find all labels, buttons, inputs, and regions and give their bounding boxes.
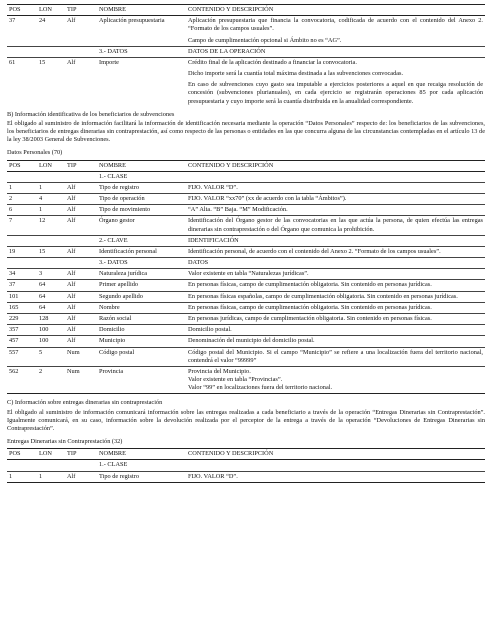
cell-lon: 2: [37, 366, 65, 394]
cell-nombre: Nombre: [97, 302, 186, 313]
table-row: [7, 269, 485, 280]
header-lon: LON: [37, 160, 65, 171]
group-description: IDENTIFICACIÓN: [186, 235, 485, 246]
cell-pos: 61: [7, 57, 37, 106]
header-tip: TIP: [65, 5, 97, 16]
cell-descripcion: [186, 291, 485, 302]
group-description: DATOS DE LA OPERACIÓN: [186, 46, 485, 57]
cell-pos: 557: [7, 347, 37, 366]
table-row: [7, 16, 485, 47]
cell-pos: 37: [7, 280, 37, 291]
cell-nombre: Segundo apellido: [97, 291, 186, 302]
table-header-row: [7, 160, 485, 171]
section-c-title: C) Información sobre entregas dinerarias sin contraprestación: [7, 399, 163, 407]
description-line: Dicho importe será la cuantía total máxima destinada a las subvenciones convocadas.: [188, 70, 404, 78]
header-contenido: CONTENIDO Y DESCRIPCIÓN: [186, 5, 485, 16]
table-row: [7, 57, 485, 106]
table-row: [7, 471, 485, 482]
cell-pos: 19: [7, 246, 37, 257]
cell-pos: 7: [7, 216, 37, 235]
header-nombre: NOMBRE: [97, 160, 186, 171]
cell-tip: Alf: [65, 269, 97, 280]
cell-pos: 457: [7, 336, 37, 347]
cell-lon: 128: [37, 313, 65, 324]
cell-lon: 5: [37, 347, 65, 366]
table-row: [7, 194, 485, 205]
group-label: 1.- CLASE: [99, 461, 128, 469]
description-line: En personas jurídicas, campo de cumplimentación obligatoria. Sin contenido en personas físicas.: [188, 314, 432, 322]
description-line: Valor “99” en localizaciones fuera del territorio nacional.: [188, 384, 333, 392]
cell-pos: 165: [7, 302, 37, 313]
cell-descripcion: [186, 313, 485, 324]
cell-lon: 15: [37, 246, 65, 257]
cell-tip: Alf: [65, 205, 97, 216]
cell-nombre: Tipo de registro: [97, 471, 186, 482]
description-line: Domicilio postal.: [188, 326, 232, 334]
cell-lon: 64: [37, 302, 65, 313]
cell-lon: 100: [37, 325, 65, 336]
description-line: Código postal del Municipio. Si el campo “Municipio” se refiere a una localización fuera del territorio nacional, contendrá el valor “99999”: [188, 348, 483, 364]
table-row: [7, 302, 485, 313]
cell-lon: 4: [37, 194, 65, 205]
cell-tip: Alf: [65, 325, 97, 336]
cell-nombre: Código postal: [97, 347, 186, 366]
cell-descripcion: [186, 280, 485, 291]
cell-lon: 64: [37, 280, 65, 291]
cell-lon: 3: [37, 269, 65, 280]
description-line: Campo de cumplimentación opcional si Ámbito no es “AG”.: [188, 36, 342, 44]
cell-descripcion: FIJO. VALOR “D”.: [186, 471, 485, 482]
group-row: [7, 460, 485, 471]
cell-nombre: Naturaleza jurídica: [97, 269, 186, 280]
cell-descripcion: [186, 16, 485, 47]
table-convocatoria-continuation: [7, 4, 485, 107]
group-label: 3.- DATOS: [97, 46, 186, 57]
cell-descripcion: FIJO. VALOR “xx70” (xx de acuerdo con la tabla “Ámbitos”).: [186, 194, 485, 205]
cell-nombre: Razón social: [97, 313, 186, 324]
cell-tip: Alf: [65, 471, 97, 482]
table-datos-personales: [7, 160, 485, 395]
header-tip: TIP: [65, 160, 97, 171]
header-lon: LON: [37, 449, 65, 460]
cell-pos: 1: [7, 471, 37, 482]
table-entregas-dinerarias: [7, 448, 485, 483]
description-line: Provincia del Municipio.: [188, 367, 251, 375]
table-header-row: [7, 5, 485, 16]
cell-pos: 101: [7, 291, 37, 302]
table-row: [7, 313, 485, 324]
description-line: En personas físicas, campo de cumplimentación obligatoria. Sin contenido en personas jurídicas.: [188, 303, 432, 311]
group-label: 2.- CLAVE: [97, 235, 186, 246]
group-description: [186, 171, 485, 182]
cell-pos: 357: [7, 325, 37, 336]
group-row: [7, 46, 485, 57]
section-c-caption: Entregas Dinerarias sin Contraprestación (32): [7, 438, 123, 446]
cell-lon: 15: [37, 57, 65, 106]
cell-descripcion: [186, 336, 485, 347]
cell-tip: Alf: [65, 57, 97, 106]
description-line: En personas físicas españolas, campo de cumplimentación obligatoria. Sin contenido en personas jurídicas.: [188, 292, 458, 300]
section-b-paragraph: El obligado al suministro de información facilitará la información de identificación necesaria mediante la operación “Datos Personales” respecto de: los beneficiarios de las subvenciones, los beneficiarios de entregas dinerarias sin contraprestación, así como respecto de las personas o entidades en las que concurra alguna de las circunstancias contempladas en el artículo 13 de la ley 38/2003 General de Subvenciones.: [7, 119, 485, 144]
table-row: [7, 205, 485, 216]
table-row: [7, 182, 485, 193]
section-c-paragraph: El obligado al suministro de información comunicará información sobre las entregas realizadas a cada beneficiario a través de la operación “Entregas Dinerarias sin Contraprestación”. Igualmente comunicará, en su caso, información sobre la devolución realizada por el perceptor de la entrega a través de la operación “Devoluciones de Entregas Dinerarias sin Contraprestación”.: [7, 408, 485, 432]
cell-pos: 2: [7, 194, 37, 205]
cell-descripcion: [186, 302, 485, 313]
description-line: Crédito final de la aplicación destinado a financiar la convocatoria.: [188, 58, 357, 66]
header-contenido: CONTENIDO Y DESCRIPCIÓN: [186, 160, 485, 171]
group-row: [7, 235, 485, 246]
cell-pos: 6: [7, 205, 37, 216]
group-description: [186, 460, 485, 471]
cell-pos: 1: [7, 182, 37, 193]
cell-nombre: Tipo de movimiento: [97, 205, 186, 216]
description-line: Valor existente en tabla “Naturalezas jurídicas”.: [188, 270, 309, 278]
cell-tip: Alf: [67, 17, 76, 25]
table-row: [7, 280, 485, 291]
header-nombre: NOMBRE: [97, 449, 186, 460]
table-row: [7, 347, 485, 366]
cell-tip: Alf: [65, 182, 97, 193]
cell-descripcion: [186, 347, 485, 366]
header-tip: TIP: [65, 449, 97, 460]
group-label: 1.- CLASE: [99, 172, 128, 180]
table-row: [7, 325, 485, 336]
cell-descripcion: [186, 366, 485, 394]
header-lon: LON: [37, 5, 65, 16]
table-body: [7, 460, 485, 482]
table-row: [7, 366, 485, 394]
cell-nombre: Municipio: [97, 336, 186, 347]
table-header-row: [7, 449, 485, 460]
cell-descripcion: Identificación del Órgano gestor de las convocatorias en las que actúa la persona, de quien efectúa las entregas dinerarias sin contraprestación o del Órgano que comunica la prohibición.: [186, 216, 485, 235]
group-description: DATOS: [186, 258, 485, 269]
description-line: Valor existente en tabla “Provincias”.: [188, 376, 283, 384]
table-row: [7, 291, 485, 302]
document-page: [7, 4, 485, 483]
cell-tip: Num: [65, 347, 97, 366]
description-line: En personas físicas, campo de cumplimentación obligatoria. Sin contenido en personas jurídicas.: [188, 281, 432, 289]
cell-pos: 34: [7, 269, 37, 280]
cell-lon: 1: [37, 182, 65, 193]
cell-tip: Alf: [65, 280, 97, 291]
cell-lon: 1: [37, 205, 65, 216]
header-nombre: NOMBRE: [97, 5, 186, 16]
cell-descripcion: FIJO. VALOR “D”.: [186, 182, 485, 193]
table-row: [7, 246, 485, 257]
description-line: Aplicación presupuestaria que financia la convocatoria, codificada de acuerdo con el contenido del Anexo 2. “Formato de los campos usuales”.: [188, 17, 483, 33]
cell-nombre: Órgano gestor: [97, 216, 186, 235]
cell-nombre: Identificación personal: [97, 246, 186, 257]
cell-lon: 100: [37, 336, 65, 347]
table-row: [7, 216, 485, 235]
cell-nombre: Provincia: [97, 366, 186, 394]
description-line: Denominación del municipio del domicilio postal.: [188, 337, 315, 345]
table-row: [7, 336, 485, 347]
cell-nombre: Importe: [97, 57, 186, 106]
cell-descripcion: Identificación personal, de acuerdo con el contenido del Anexo 2. “Formato de los campos usuales”.: [186, 246, 485, 257]
cell-descripcion: [186, 269, 485, 280]
cell-tip: Alf: [65, 246, 97, 257]
group-row: [7, 171, 485, 182]
cell-lon: 64: [37, 291, 65, 302]
cell-tip: Alf: [65, 291, 97, 302]
cell-tip: Alf: [65, 194, 97, 205]
cell-tip: Alf: [65, 313, 97, 324]
section-b-title: B) Información identificativa de los beneficiarios de subvenciones: [7, 110, 175, 118]
cell-nombre: Primer apellido: [97, 280, 186, 291]
cell-descripcion: [186, 57, 485, 106]
cell-nombre: Aplicación presupuestaria: [99, 17, 165, 25]
cell-lon: 24: [39, 17, 46, 25]
description-line: En caso de subvenciones cuyo gasto sea imputable a ejercicios posteriores a aquel en que recaiga resolución de concesión (subvenciones plurianuales), en cada ejercicio se registrarán operaciones 85 por cada aplicación presupuestaria y cuyo importe será la cuantía distribuida en la anualidad correspondiente.: [188, 81, 483, 105]
cell-nombre: Domicilio: [97, 325, 186, 336]
cell-tip: Alf: [65, 302, 97, 313]
cell-nombre: Tipo de operación: [97, 194, 186, 205]
cell-tip: Num: [65, 366, 97, 394]
header-pos: POS: [7, 160, 37, 171]
cell-tip: Alf: [65, 216, 97, 235]
cell-lon: 12: [37, 216, 65, 235]
header-pos: POS: [7, 5, 37, 16]
header-contenido: CONTENIDO Y DESCRIPCIÓN: [186, 449, 485, 460]
cell-descripcion: “A” Alta. “B” Baja. “M” Modificación.: [186, 205, 485, 216]
group-label: 3.- DATOS: [97, 258, 186, 269]
cell-pos: 562: [7, 366, 37, 394]
group-row: [7, 258, 485, 269]
cell-pos: 229: [7, 313, 37, 324]
cell-pos: 37: [9, 17, 16, 25]
header-pos: POS: [7, 449, 37, 460]
cell-tip: Alf: [65, 336, 97, 347]
table-body: [7, 171, 485, 394]
cell-nombre: Tipo de registro: [97, 182, 186, 193]
cell-lon: 1: [37, 471, 65, 482]
cell-descripcion: [186, 325, 485, 336]
section-b-caption: Datos Personales (70): [7, 149, 63, 157]
